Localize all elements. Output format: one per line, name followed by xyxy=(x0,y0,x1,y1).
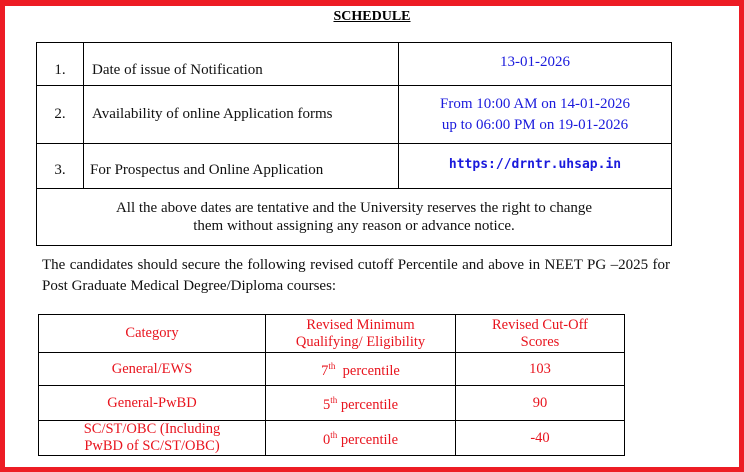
row-number: 3. xyxy=(37,144,84,189)
header-line: Qualifying/ Eligibility xyxy=(295,333,426,350)
percentile-number: 5 xyxy=(322,396,331,413)
percentile-label: percentile xyxy=(340,396,399,413)
row-item: Date of issue of Notification xyxy=(84,43,399,86)
score-cell: -40 xyxy=(456,421,625,456)
header-category: Category xyxy=(39,315,266,353)
cutoff-paragraph: The candidates should secure the following revised cutoff Percentile and above in NEET PG –2025 for Post Graduate Medical Degree/Diploma courses: xyxy=(42,257,670,294)
table-row xyxy=(37,189,672,246)
ordinal-suffix: th xyxy=(330,430,338,441)
schedule-table xyxy=(36,42,672,246)
ordinal-suffix: th xyxy=(330,395,338,406)
table-row xyxy=(37,43,672,86)
percentile-number: 7 xyxy=(321,362,329,379)
category-cell: General-PwBD xyxy=(39,386,266,421)
table-row xyxy=(37,86,672,144)
header-line: Revised Cut-Off xyxy=(492,316,588,333)
category-cell: General/EWS xyxy=(39,353,266,386)
table-row xyxy=(39,421,625,456)
note-line: them without assigning any reason or advance notice. xyxy=(193,218,515,234)
row-number: 1. xyxy=(37,43,84,86)
category-line: PwBD of SC/ST/OBC) xyxy=(84,438,220,454)
category-line: SC/ST/OBC (Including xyxy=(83,421,221,437)
header-line: Revised Minimum xyxy=(306,316,415,333)
row-item: For Prospectus and Online Application xyxy=(84,144,399,189)
note-line: All the above dates are tentative and the University reserves the right to change xyxy=(115,200,593,216)
score-cell: 103 xyxy=(456,353,625,386)
table-row xyxy=(39,353,625,386)
table-row xyxy=(37,144,672,189)
percentile-cell xyxy=(266,353,456,386)
percentile-cell xyxy=(266,386,456,421)
notification-date: 13-01-2026 xyxy=(399,43,672,86)
ordinal-suffix: th xyxy=(328,361,336,372)
percentile-label: percentile xyxy=(340,431,399,448)
header-line: Scores xyxy=(520,333,560,350)
row-item: Availability of online Application forms xyxy=(84,86,399,144)
schedule-title: SCHEDULE xyxy=(333,9,411,24)
row-number: 2. xyxy=(37,86,84,144)
application-end: up to 06:00 PM on 19-01-2026 xyxy=(441,116,629,133)
website-link[interactable]: https://drntr.uhsap.in xyxy=(399,144,672,189)
header-row xyxy=(39,315,625,353)
cutoff-table xyxy=(38,314,625,456)
percentile-cell xyxy=(266,421,456,456)
score-cell: 90 xyxy=(456,386,625,421)
percentile-label: percentile xyxy=(342,362,400,379)
percentile-number: 0 xyxy=(322,431,331,448)
table-row xyxy=(39,386,625,421)
application-start: From 10:00 AM on 14-01-2026 xyxy=(439,95,630,112)
